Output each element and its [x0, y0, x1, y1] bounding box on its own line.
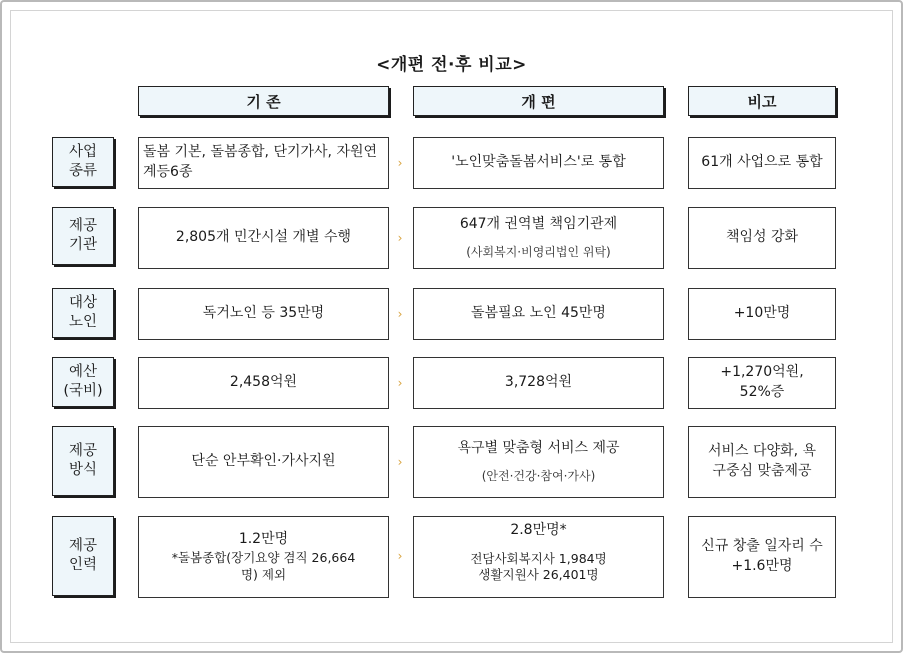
cell-after — [413, 288, 664, 340]
row-label-provider — [52, 207, 114, 265]
cell-text: +1.6만명 — [731, 558, 793, 574]
cell-note — [688, 207, 836, 269]
cell-note — [688, 516, 836, 598]
cell-before — [138, 516, 389, 598]
cell-text: 욕구별 맞춤형 서비스 제공 — [457, 439, 620, 456]
arrow-icon: › — [397, 455, 403, 469]
cell-subtext: 생활지원사 26,401명 — [478, 567, 599, 583]
row-label-delivery-method — [52, 426, 114, 496]
row-label-line: (국비) — [63, 383, 103, 399]
cell-text: 구중심 맞춤제공 — [712, 463, 812, 479]
cell-note — [688, 137, 836, 189]
cell-text: 단순 안부확인·가사지원 — [191, 453, 336, 470]
cell-text: 독거노인 등 35만명 — [202, 305, 325, 322]
row-label-line: 인력 — [68, 557, 97, 573]
cell-text: 신규 창출 일자리 수 — [701, 538, 823, 555]
cell-after — [413, 426, 664, 498]
cell-subtext: 전담사회복지사 1,984명 — [470, 550, 607, 566]
cell-after — [413, 207, 664, 269]
cell-note — [688, 357, 836, 409]
row-label-target-elderly — [52, 288, 114, 338]
cell-text: '노인맞춤돌봄서비스'로 통합 — [451, 154, 626, 171]
cell-note — [688, 288, 836, 340]
row-label-line: 제공 — [68, 218, 97, 235]
row-label-budget — [52, 357, 114, 407]
row-label-line: 방식 — [68, 462, 97, 478]
cell-subtext: (안전·건강·참여·가사) — [481, 469, 596, 484]
arrow-icon: › — [397, 307, 403, 321]
cell-text: 책임성 강화 — [725, 229, 799, 246]
cell-text: +10만명 — [733, 305, 791, 322]
cell-subtext: (사회복지·비영리법인 위탁) — [466, 245, 611, 260]
cell-text: 647개 권역별 책임기관제 — [459, 215, 618, 232]
row-label-line: 예산 — [68, 364, 97, 381]
cell-text: 2.8만명* — [510, 522, 567, 538]
page-title: <개편 전·후 비교> — [376, 55, 527, 75]
cell-text: 돌봄 기본, 돌봄종합, 단기가사, 자원연계등6종 — [143, 144, 378, 180]
cell-before — [138, 137, 389, 189]
cell-text: 서비스 다양화, 욕 — [707, 443, 817, 460]
cell-text: 돌봄필요 노인 45만명 — [471, 305, 606, 322]
column-header-after: 개 편 — [413, 86, 664, 116]
row-label-business-type — [52, 137, 114, 187]
row-label-line: 대상 — [68, 295, 97, 312]
cell-text: 3,728억원 — [504, 374, 573, 391]
row-label-line: 제공 — [68, 443, 97, 460]
cell-before — [138, 357, 389, 409]
cell-before — [138, 207, 389, 269]
arrow-icon: › — [397, 549, 403, 563]
cell-before — [138, 426, 389, 498]
cell-subtext: 명) 제외 — [240, 566, 287, 582]
cell-text: 2,805개 민간시설 개별 수행 — [175, 229, 352, 246]
cell-text: 2,458억원 — [229, 374, 298, 391]
cell-text: +1,270억원, — [720, 364, 804, 381]
cell-text: 1.2만명 — [238, 531, 289, 548]
cell-after — [413, 516, 664, 598]
cell-note — [688, 426, 836, 498]
cell-before — [138, 288, 389, 340]
cell-text: 52%증 — [739, 384, 785, 400]
cell-subtext: *돌봄종합(장기요양 겸직 26,664 — [171, 549, 356, 565]
row-label-line: 종류 — [68, 163, 97, 179]
arrow-icon: › — [397, 156, 403, 170]
row-label-workforce — [52, 516, 114, 596]
arrow-icon: › — [397, 376, 403, 390]
row-label-line: 노인 — [68, 314, 97, 330]
column-header-before: 기 존 — [138, 86, 389, 116]
row-label-line: 사업 — [68, 144, 97, 161]
cell-after — [413, 137, 664, 189]
row-label-line: 제공 — [68, 538, 97, 555]
row-label-line: 기관 — [68, 237, 97, 253]
column-header-note: 비고 — [688, 86, 836, 116]
cell-text: 61개 사업으로 통합 — [701, 154, 823, 171]
cell-after — [413, 357, 664, 409]
arrow-icon: › — [397, 231, 403, 245]
